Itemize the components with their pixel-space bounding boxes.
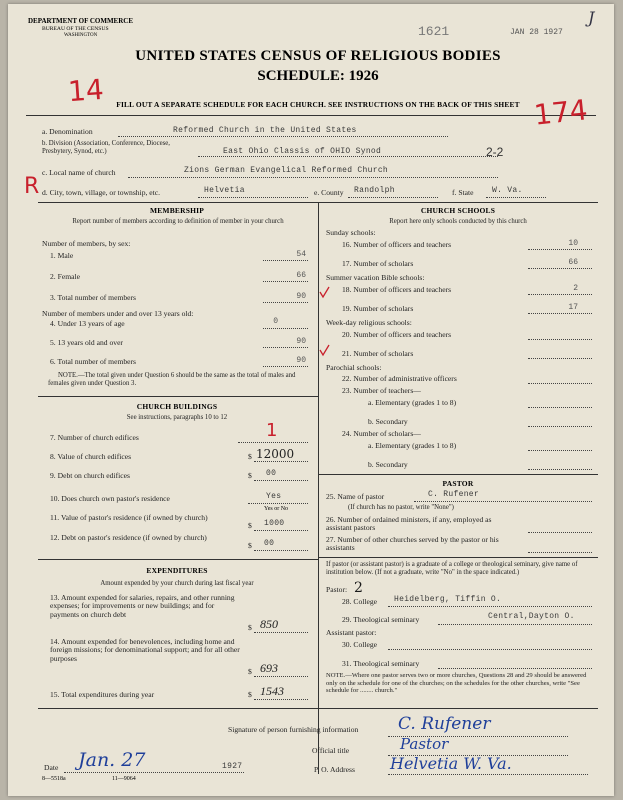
red-check-marks: [318, 222, 332, 362]
sunday-schools-label: Sunday schools:: [326, 228, 376, 237]
q21-label: 21. Number of scholars: [342, 349, 414, 358]
q16-label: 16. Number of officers and teachers: [342, 240, 452, 249]
q3-value: 90: [296, 292, 306, 301]
state-label: f. State: [452, 188, 474, 197]
q30-label: 30. College: [342, 640, 378, 649]
instruction-line: FILL OUT A SEPARATE SCHEDULE FOR EACH CHURCH. SEE INSTRUCTIONS ON THE BACK OF THIS SHEET: [116, 100, 520, 109]
q9-value: 00: [266, 469, 277, 478]
q7-red-check: 1: [266, 420, 278, 441]
q1-label: 1. Male: [50, 251, 74, 260]
pastor-subhead: Pastor:: [326, 585, 348, 594]
q15-value: 1543: [260, 684, 284, 698]
q28-value: Heidelberg, Tiffin O.: [394, 595, 502, 604]
q15-label: 15. Total expenditures during year: [50, 690, 155, 699]
q5-label: 5. 13 years old and over: [50, 338, 123, 347]
parochial-label: Parochial schools:: [326, 363, 382, 372]
q24b-label: b. Secondary: [368, 460, 408, 469]
q15-dollar: $: [248, 690, 252, 699]
date-value: Jan. 27: [78, 749, 146, 771]
stamp-number: 1621: [418, 24, 450, 39]
q11-label: 11. Value of pastor's residence (if owned by church): [50, 513, 208, 522]
q11-dollar: $: [248, 521, 252, 530]
q12-label: 12. Debt on pastor's residence (if owned by church): [50, 533, 207, 542]
form-title: UNITED STATES CENSUS OF RELIGIOUS BODIES: [135, 48, 501, 64]
denomination-value: Reformed Church in the United States: [173, 126, 357, 135]
q10-value: Yes: [266, 492, 282, 501]
q13-value: 850: [260, 617, 278, 631]
q6-label: 6. Total number of members: [50, 357, 137, 366]
q26-label: 26. Number of ordained ministers, if any, employed as assistant pastors: [326, 515, 492, 533]
yes-no-hint: Yes or No: [264, 506, 289, 512]
q14-value: 693: [260, 661, 278, 675]
city-label-field: d. City, town, village, or township, etc.: [42, 188, 161, 197]
q17-value: 66: [568, 258, 578, 267]
buildings-title: CHURCH BUILDINGS: [136, 402, 218, 411]
division-value: East Ohio Classis of OHIO Synod: [223, 147, 382, 156]
membership-title: MEMBERSHIP: [149, 206, 205, 215]
q19-label: 19. Number of scholars: [342, 304, 414, 313]
weekday-schools-label: Week-day religious schools:: [326, 318, 412, 327]
official-title-label: Official title: [312, 746, 350, 755]
q29-value: Central,Dayton O.: [488, 612, 575, 621]
assistant-pastor-label: Assistant pastor:: [326, 628, 377, 637]
q9-dollar: $: [248, 471, 252, 480]
q2-label: 2. Female: [50, 272, 80, 281]
members-by-sex: Number of members, by sex:: [42, 239, 131, 248]
q3-label: 3. Total number of members: [50, 293, 137, 302]
q12-value: 00: [264, 539, 275, 548]
denomination-label: a. Denomination: [42, 127, 93, 136]
red-r-mark: R: [24, 174, 40, 199]
q27-label: 27. Number of other churches served by the pastor or his assistants: [326, 535, 499, 553]
q25-note: (If church has no pastor, write "None"): [348, 504, 454, 511]
division-code: 2-2: [486, 145, 504, 159]
pastor-title: PASTOR: [442, 479, 474, 488]
dept-label: DEPARTMENT OF COMMERCE: [28, 17, 134, 25]
po-address-value: Helvetia W. Va.: [390, 754, 512, 773]
q13-dollar: $: [248, 623, 252, 632]
official-title-value: Pastor: [400, 735, 449, 753]
q16-value: 10: [568, 239, 578, 248]
q19-value: 17: [568, 303, 578, 312]
city-value: Helvetia: [204, 186, 245, 195]
q23b-label: b. Secondary: [368, 417, 408, 426]
q23-label: 23. Number of teachers—: [342, 386, 421, 395]
q6-value: 90: [296, 356, 306, 365]
state-value: W. Va.: [492, 186, 523, 195]
city-label: WASHINGTON: [64, 33, 98, 38]
q8-label: 8. Value of church edifices: [50, 452, 132, 461]
schedule-title: SCHEDULE: 1926: [257, 68, 379, 84]
q11-value: 1000: [264, 519, 285, 528]
q9-label: 9. Debt on church edifices: [50, 471, 130, 480]
q2-value: 66: [296, 271, 306, 280]
church-name-label: c. Local name of church: [42, 168, 116, 177]
expenditures-title: EXPENDITURES: [146, 566, 208, 575]
date-label: Date: [44, 763, 59, 772]
date-year: 1927: [222, 762, 243, 771]
q8-dollar: $: [248, 452, 252, 461]
q14-label: 14. Amount expended for benevolences, including home and foreign missions; for denominational support; and for all other purposes: [50, 637, 240, 663]
q31-label: 31. Theological seminary: [342, 659, 420, 668]
red-number-right: 174: [532, 93, 590, 132]
summer-schools-label: Summer vacation Bible schools:: [326, 273, 425, 282]
q25-value: C. Rufener: [428, 490, 480, 499]
pastor-number: 2: [354, 580, 363, 596]
q28-label: 28. College: [342, 597, 378, 606]
schools-title: CHURCH SCHOOLS: [420, 206, 496, 215]
q18-label: 18. Number of officers and teachers: [342, 285, 452, 294]
q22-label: 22. Number of administrative officers: [342, 374, 457, 383]
po-address-label: P. O. Address: [314, 765, 355, 774]
q7-label: 7. Number of church edifices: [50, 433, 139, 442]
q24-label: 24. Number of scholars—: [342, 429, 421, 438]
q13-label: 13. Amount expended for salaries, repairs, and other running expenses; for improvements or new buildings; and for payments on church debt: [50, 593, 235, 619]
q12-dollar: $: [248, 541, 252, 550]
q17-label: 17. Number of scholars: [342, 259, 414, 268]
q5-value: 90: [296, 337, 306, 346]
county-value: Randolph: [354, 186, 395, 195]
signature-value: C. Rufener: [398, 714, 491, 734]
church-name-value: Zions German Evangelical Reformed Church: [184, 166, 389, 175]
q18-value: 2: [573, 284, 578, 293]
q29-label: 29. Theological seminary: [342, 615, 420, 624]
form-code: 8—5518a: [42, 776, 66, 782]
graduate-note: If pastor (or assistant pastor) is a graduate of a college or theological seminary, give name of institution below. (If not a graduate, write "No" in the space indicated.): [326, 561, 578, 576]
red-number-left: 14: [66, 72, 105, 109]
q10-label: 10. Does church own pastor's residence: [50, 494, 170, 503]
expenditures-subtitle: Amount expended by your church during last fiscal year: [100, 580, 254, 587]
q20-label: 20. Number of officers and teachers: [342, 330, 452, 339]
q1-value: 54: [296, 250, 306, 259]
age-intro: Number of members under and over 13 years old:: [42, 309, 194, 318]
membership-intro: Report number of members according to definition of member in your church: [72, 218, 284, 225]
q14-dollar: $: [248, 667, 252, 676]
stamp-date: JAN 28 1927: [510, 28, 563, 37]
q24a-label: a. Elementary (grades 1 to 8): [368, 441, 457, 450]
division-label: b. Division (Association, Conference, Diocese, Presbytery, Synod, etc.): [42, 140, 170, 155]
q4-value: 0: [273, 317, 278, 326]
bureau-label: BUREAU OF THE CENSUS: [42, 26, 109, 32]
corner-mark: J: [588, 8, 595, 27]
census-schedule-page: [8, 4, 614, 796]
pastor-note: NOTE.—Where one pastor serves two or more churches, Questions 28 and 29 should be answered only on the schedule for one of the churches; on the schedules for the other churches, write "See schedule for ........ church.": [326, 672, 587, 695]
q25-label: 25. Name of pastor: [326, 492, 385, 501]
schools-subtitle: Report here only schools conducted by this church: [389, 218, 527, 225]
q8-value: 12000: [256, 447, 295, 461]
signature-label: Signature of person furnishing information: [228, 725, 359, 734]
county-label: e. County: [314, 188, 344, 197]
print-code: 11—9064: [112, 776, 136, 782]
q4-label: 4. Under 13 years of age: [50, 319, 125, 328]
membership-note: NOTE.—The total given under Question 6 should be the same as the total of males and females given under Question 3.: [48, 372, 296, 387]
buildings-subtitle: See instructions, paragraphs 10 to 12: [126, 414, 228, 421]
q23a-label: a. Elementary (grades 1 to 8): [368, 398, 457, 407]
